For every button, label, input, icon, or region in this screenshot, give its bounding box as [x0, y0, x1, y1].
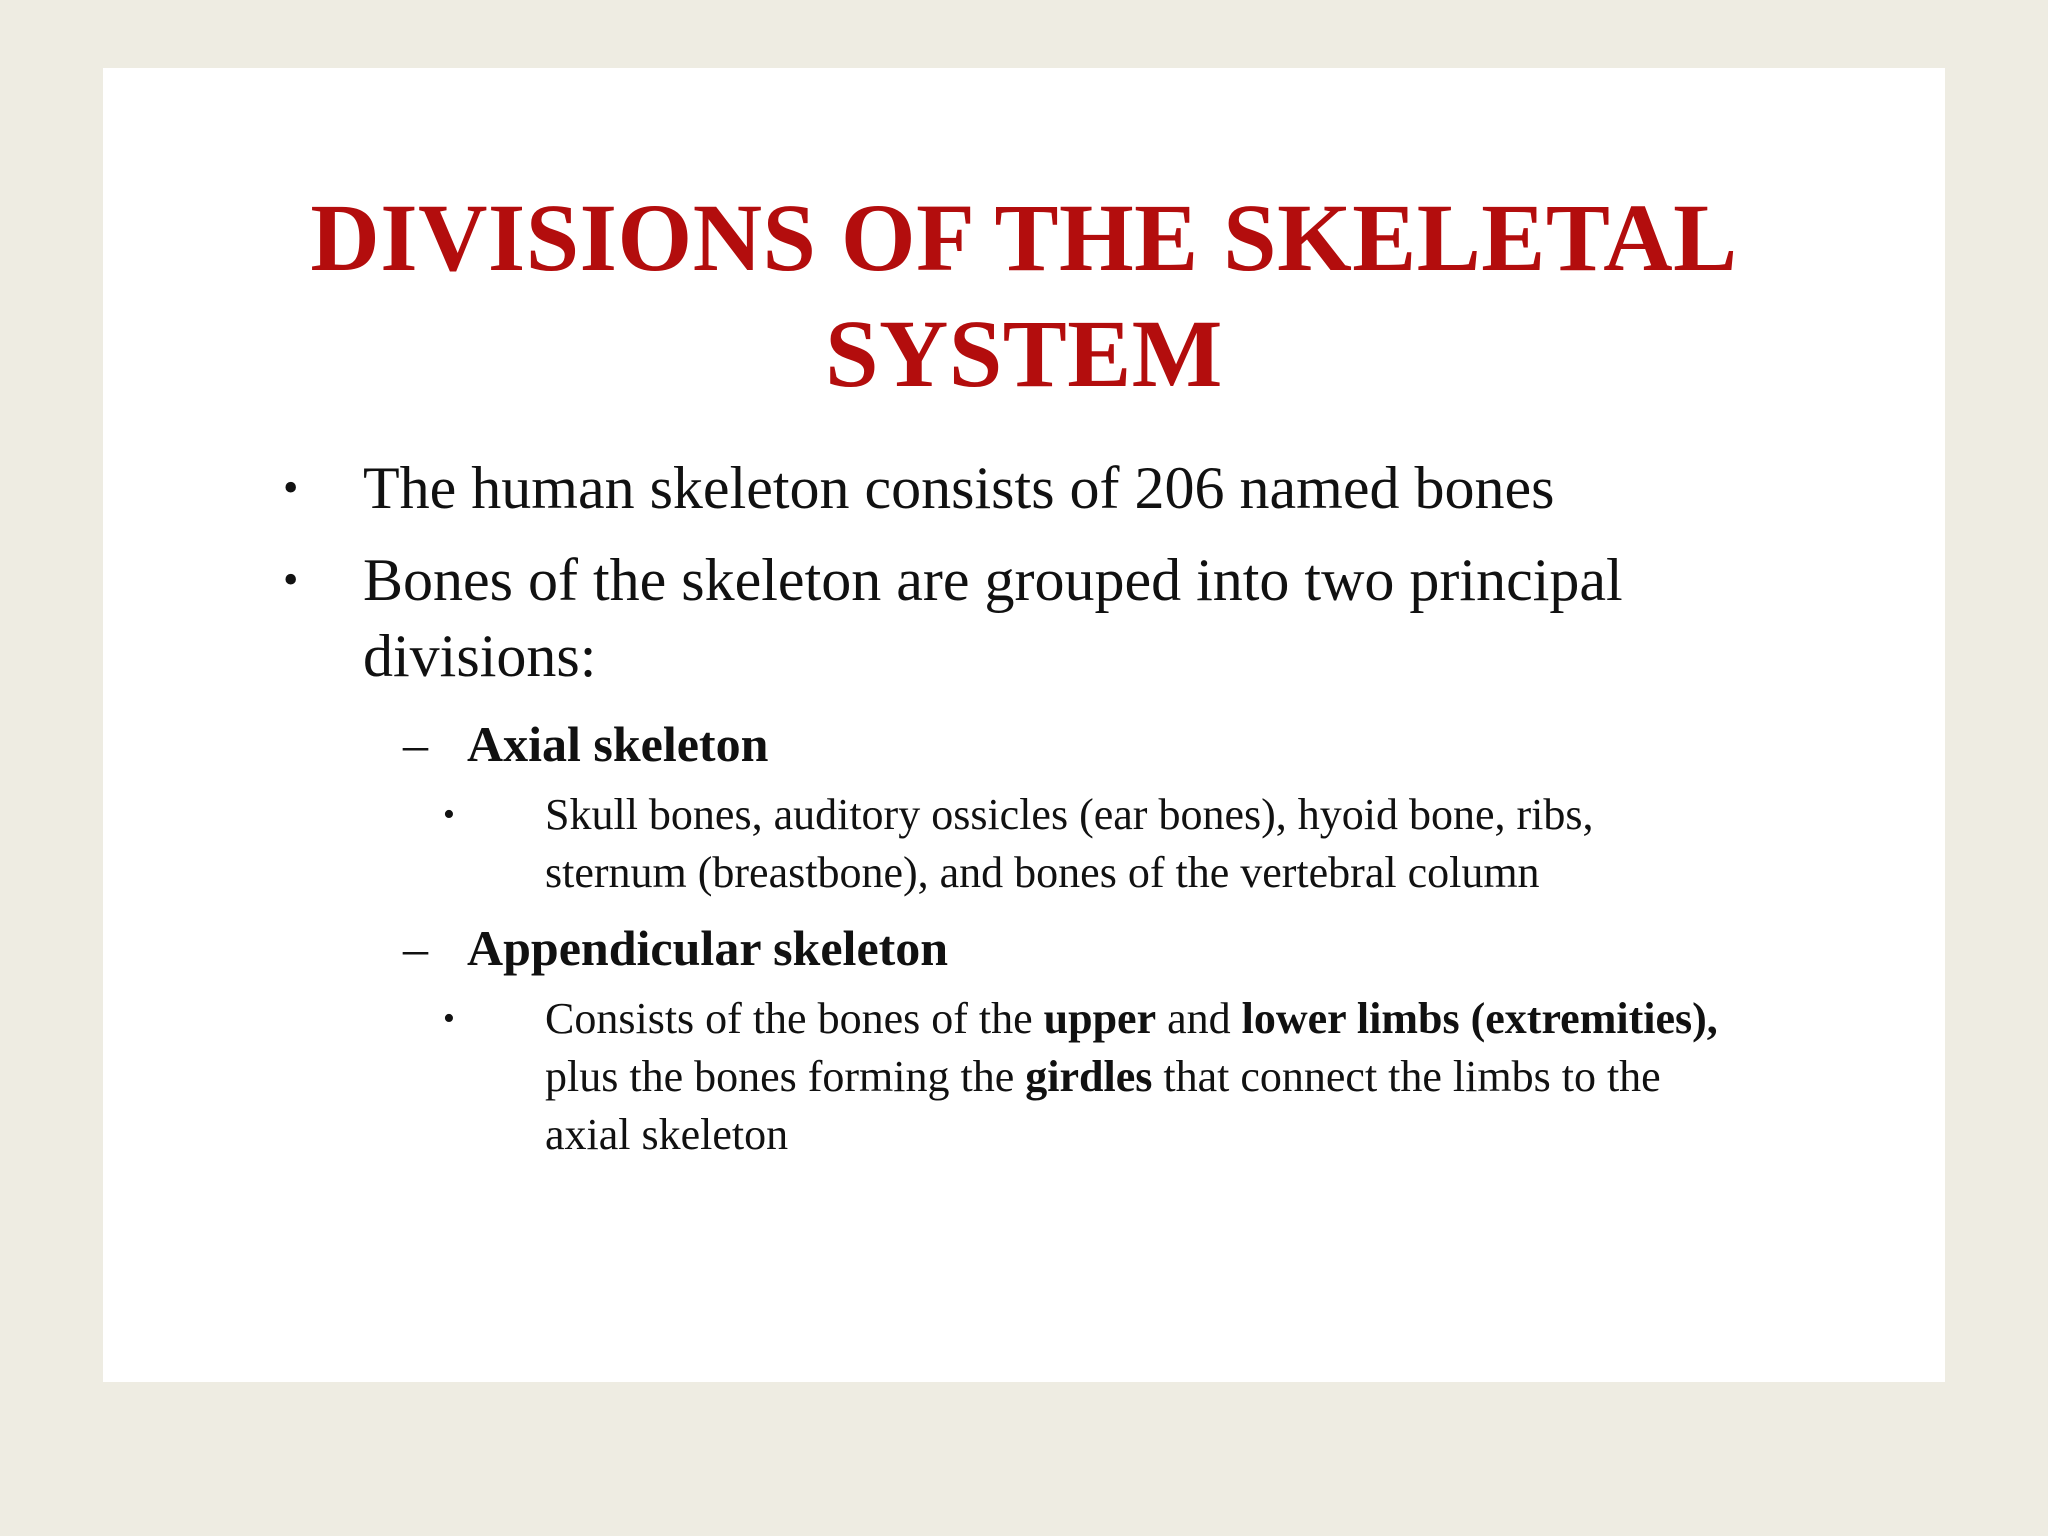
detail-seg-1: Consists of the bones of the [545, 994, 1044, 1043]
detail-text [545, 786, 1925, 902]
bullet-text-line-1: Bones of the skeleton are grouped into two principal [363, 547, 1623, 613]
bullet-text [363, 542, 1783, 694]
title-line-1: DIVISIONS OF THE SKELETAL [310, 184, 1738, 291]
detail-bold-upper: upper [1043, 994, 1157, 1043]
detail-seg-5: plus the bones forming the [545, 1052, 1026, 1101]
detail-seg-3: and [1156, 994, 1242, 1043]
bullet-marker: • [283, 463, 299, 512]
slide [103, 68, 1945, 1382]
detail-bold-girdles: girdles [1025, 1052, 1153, 1101]
title-line-2: SYSTEM [825, 300, 1223, 407]
bullet-marker: • [443, 796, 455, 833]
bullet-marker: • [283, 555, 299, 604]
sub-heading: Appendicular skeleton [467, 920, 949, 976]
detail-text [545, 990, 1925, 1164]
dash-marker: – [403, 716, 428, 772]
detail-bold-lower-limbs: lower limbs (extremities), [1241, 994, 1718, 1043]
detail-seg-7: that connect the limbs to the [1152, 1052, 1661, 1101]
detail-line-2: sternum (breastbone), and bones of the vertebral column [545, 848, 1540, 897]
slide-content [103, 68, 1945, 1382]
bullet-text-line-2: divisions: [363, 623, 597, 689]
bullet-marker: • [443, 1000, 455, 1037]
bullet-text: The human skeleton consists of 206 named bones [363, 455, 1555, 521]
dash-marker: – [403, 920, 428, 976]
detail-line-1: Skull bones, auditory ossicles (ear bones), hyoid bone, ribs, [545, 790, 1594, 839]
sub-heading: Axial skeleton [467, 716, 769, 772]
detail-seg-8: axial skeleton [545, 1110, 789, 1159]
